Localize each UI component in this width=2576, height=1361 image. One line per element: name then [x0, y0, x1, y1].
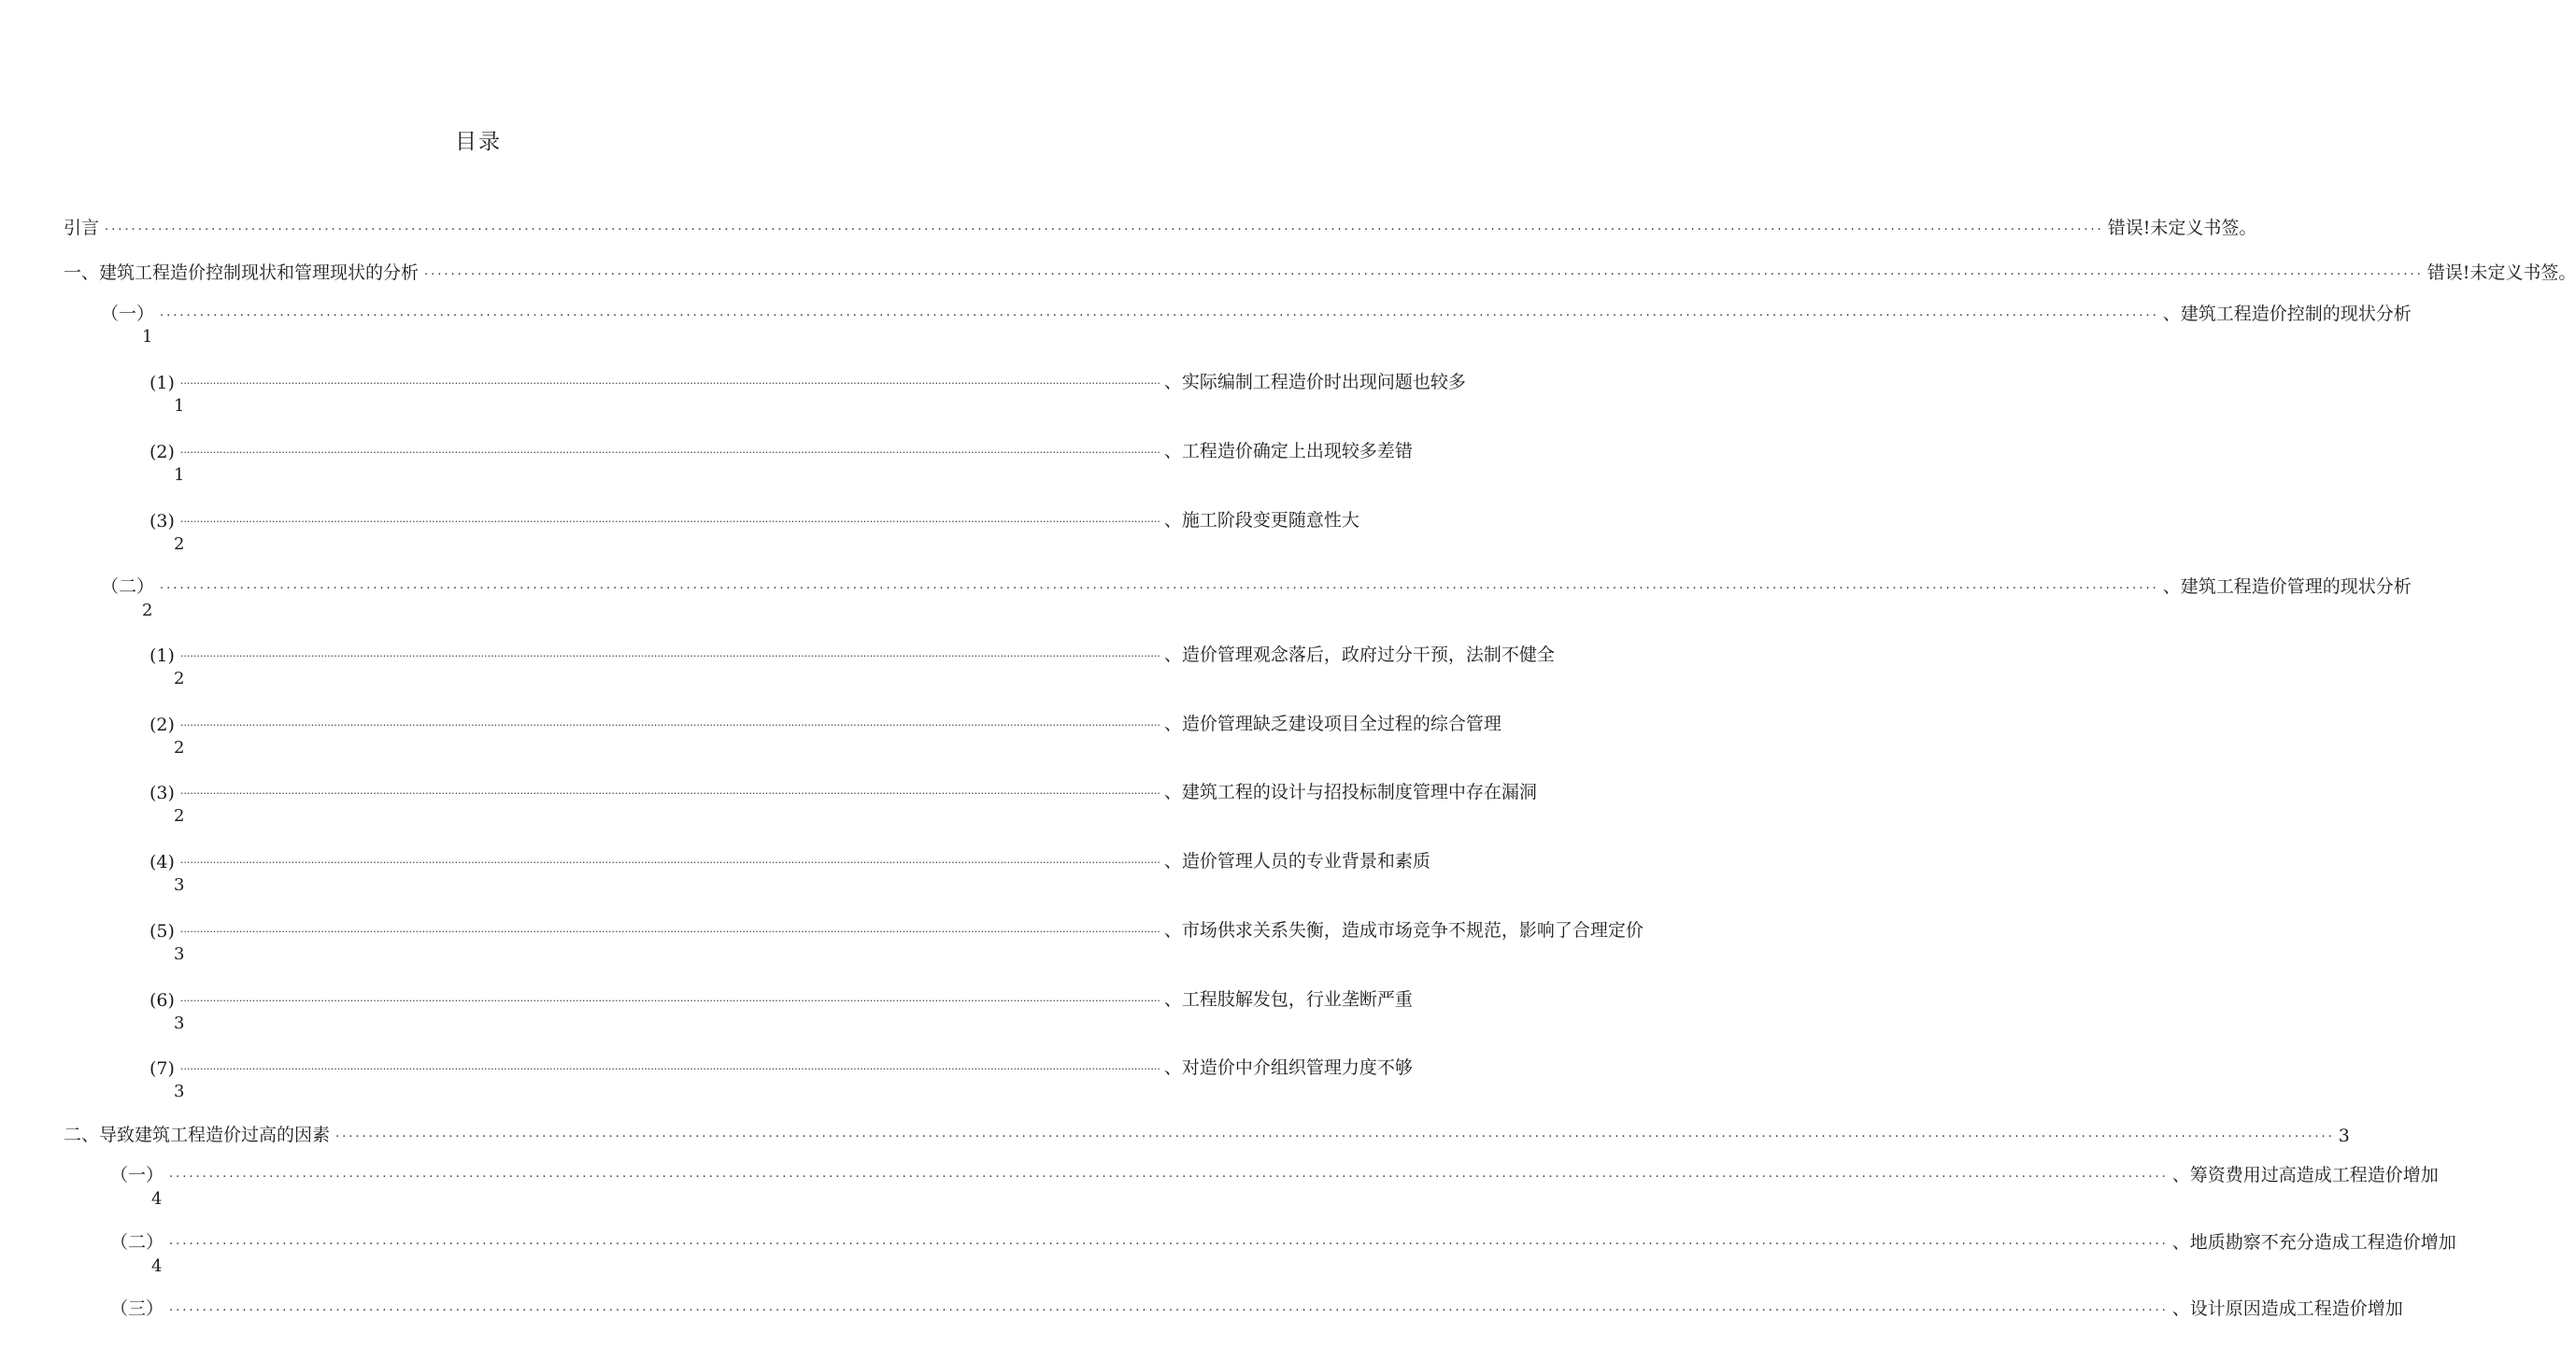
toc-entry-number: (2): [149, 715, 175, 735]
toc-entry-text: 、造价管理人员的专业背景和素质: [1163, 851, 1430, 872]
toc-entry-text: 、建筑工程造价管理的现状分析: [2162, 576, 2412, 597]
toc-entry[interactable]: [101, 297, 2412, 325]
toc-entry-text: 、工程肢解发包，行业垄断严重: [1163, 989, 1413, 1010]
dot-leader: ............................................................................................................................................................................................................................................................................................................: [160, 578, 2159, 592]
dot-leader: ............................................................................................................................................................................................................................................................................................................: [179, 647, 1160, 659]
toc-entry-number: (1): [149, 645, 175, 666]
toc-entry[interactable]: [101, 570, 2412, 598]
toc-page-number: 3: [174, 1082, 185, 1101]
toc-entry-text: 、市场供求关系失衡，造成市场竞争不规范，影响了合理定价: [1163, 920, 1644, 941]
toc-entry[interactable]: [149, 983, 1413, 1011]
dot-leader: ............................................................................................................................................................................................................................................................................................................: [160, 305, 2159, 319]
toc-entry[interactable]: [64, 256, 2576, 284]
toc-entry-text: 错误!未定义书签。: [2107, 218, 2257, 238]
toc-entry[interactable]: [110, 1292, 2403, 1320]
toc-page-number: 2: [142, 601, 153, 620]
dot-leader: ............................................................................................................................................................................................................................................................................................................: [424, 264, 2424, 278]
toc-page-number: 1: [142, 327, 153, 347]
toc-entry[interactable]: [149, 844, 1430, 872]
toc-entry-number: (1): [149, 373, 175, 393]
toc-entry-text: 、设计原因造成工程造价增加: [2171, 1298, 2403, 1319]
toc-entry[interactable]: [64, 1118, 2350, 1146]
toc-page-number: 3: [174, 944, 185, 964]
toc-page-number: 2: [174, 738, 185, 758]
toc-entry[interactable]: [149, 503, 1359, 532]
dot-leader: ............................................................................................................................................................................................................................................................................................................: [179, 716, 1160, 729]
toc-entry[interactable]: [149, 1051, 1413, 1079]
page-title: 目录: [455, 130, 502, 154]
dot-leader: ............................................................................................................................................................................................................................................................................................................: [169, 1167, 2169, 1181]
toc-entry-number: 引言: [64, 218, 100, 238]
toc-entry[interactable]: [110, 1158, 2439, 1186]
toc-entry-number: （一）: [110, 1165, 164, 1185]
dot-leader: ............................................................................................................................................................................................................................................................................................................: [179, 1060, 1160, 1072]
toc-entry[interactable]: [149, 434, 1413, 462]
dot-leader: ............................................................................................................................................................................................................................................................................................................: [179, 375, 1160, 387]
toc-entry[interactable]: [149, 914, 1644, 942]
toc-entry-text: 、造价管理缺乏建设项目全过程的综合管理: [1163, 714, 1501, 734]
toc-entry-number: 一、建筑工程造价控制现状和管理现状的分析: [64, 262, 420, 283]
toc-entry-text: 、建筑工程造价控制的现状分析: [2162, 304, 2412, 324]
toc-entry[interactable]: [64, 211, 2257, 239]
toc-page-number: 2: [174, 669, 185, 688]
toc-entry-text: 、工程造价确定上出现较多差错: [1163, 441, 1413, 461]
toc-page-number: 4: [151, 1256, 163, 1276]
toc-page-number: 3: [174, 1014, 185, 1033]
toc-entry[interactable]: [149, 365, 1466, 393]
toc-page-number: 2: [174, 534, 185, 554]
toc-entry-text: 、施工阶段变更随意性大: [1163, 510, 1359, 531]
toc-page-number: 1: [174, 465, 185, 485]
toc-page-number: 4: [151, 1189, 163, 1209]
toc-entry-number: （三）: [110, 1298, 164, 1319]
dot-leader: ............................................................................................................................................................................................................................................................................................................: [179, 785, 1160, 797]
toc-page-number: 3: [174, 875, 185, 895]
toc-entry-number: (3): [149, 783, 175, 803]
toc-entry-number: (6): [149, 990, 175, 1011]
toc-entry-number: (4): [149, 852, 175, 872]
toc-entry-number: (7): [149, 1058, 175, 1079]
toc-entry-number: 二、导致建筑工程造价过高的因素: [64, 1125, 331, 1145]
toc-entry-text: 、实际编制工程造价时出现问题也较多: [1163, 372, 1466, 392]
toc-entry-number: (2): [149, 442, 175, 462]
dot-leader: ............................................................................................................................................................................................................................................................................................................: [179, 854, 1160, 866]
dot-leader: ............................................................................................................................................................................................................................................................................................................: [179, 513, 1160, 525]
toc-entry[interactable]: [149, 707, 1501, 735]
toc-entry-number: (3): [149, 511, 175, 532]
toc-entry[interactable]: [149, 638, 1555, 666]
toc-entry[interactable]: [149, 775, 1537, 803]
toc-entry-text: 、地质勘察不充分造成工程造价增加: [2171, 1232, 2456, 1253]
toc-entry-text: 、建筑工程的设计与招投标制度管理中存在漏洞: [1163, 782, 1537, 802]
dot-leader: ............................................................................................................................................................................................................................................................................................................: [169, 1300, 2169, 1314]
toc-entry-text: 错误!未定义书签。: [2427, 262, 2576, 283]
dot-leader: ............................................................................................................................................................................................................................................................................................................: [335, 1127, 2335, 1141]
toc-entry[interactable]: [110, 1226, 2456, 1254]
dot-leader: ............................................................................................................................................................................................................................................................................................................: [179, 992, 1160, 1004]
toc-entry-number: （一）: [101, 304, 155, 324]
toc-entry-number: （二）: [110, 1232, 164, 1253]
toc-entry-text: 3: [2338, 1126, 2350, 1146]
toc-entry-text: 、对造价中介组织管理力度不够: [1163, 1057, 1413, 1078]
toc-page-number: 2: [174, 806, 185, 826]
dot-leader: ............................................................................................................................................................................................................................................................................................................: [179, 923, 1160, 935]
toc-entry-number: (5): [149, 921, 175, 942]
toc-entry-text: 、筹资费用过高造成工程造价增加: [2171, 1165, 2439, 1185]
toc-entry-number: （二）: [101, 576, 155, 597]
toc-entry-text: 、造价管理观念落后，政府过分干预，法制不健全: [1163, 645, 1555, 665]
dot-leader: ............................................................................................................................................................................................................................................................................................................: [169, 1234, 2169, 1248]
toc-page-number: 1: [174, 396, 185, 416]
dot-leader: ............................................................................................................................................................................................................................................................................................................: [105, 220, 2104, 234]
dot-leader: ............................................................................................................................................................................................................................................................................................................: [179, 444, 1160, 456]
